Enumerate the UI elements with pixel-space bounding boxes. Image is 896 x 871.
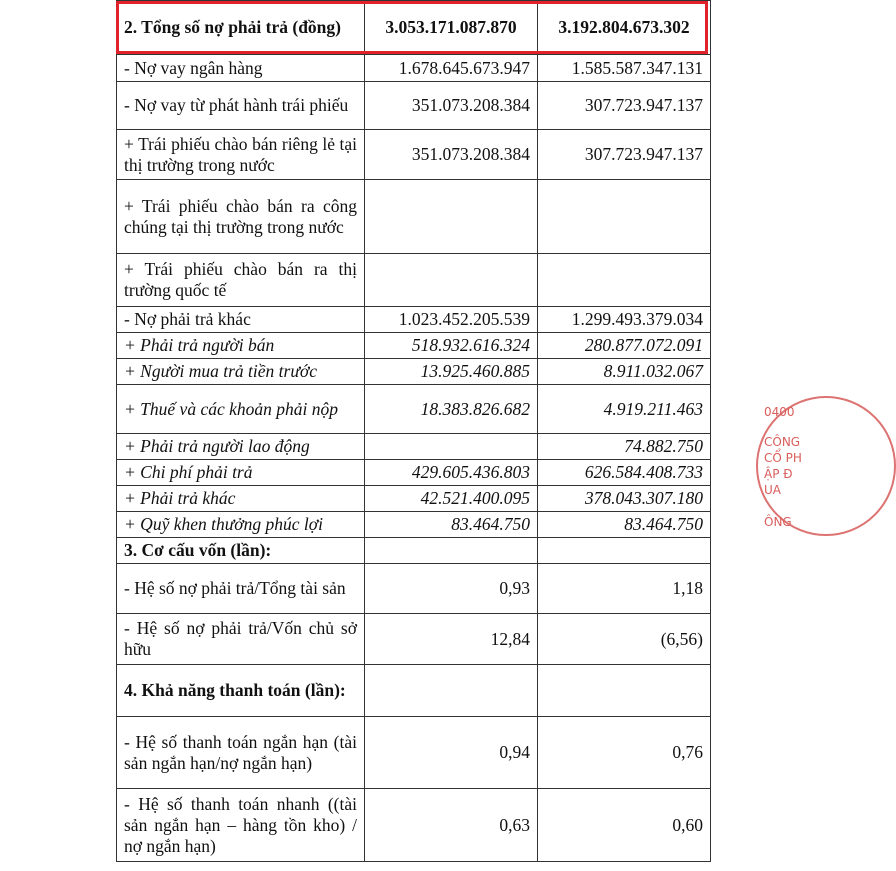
- table-row: [117, 130, 711, 180]
- table-row-total-liabilities: [117, 1, 711, 55]
- value-prior: 12,84: [365, 614, 538, 665]
- table-row: [117, 789, 711, 862]
- value-current: 74.882.750: [538, 434, 711, 460]
- value-prior: 42.521.400.095: [365, 486, 538, 512]
- section-title: 4. Khả năng thanh toán (lần):: [117, 665, 365, 717]
- value-prior: [365, 665, 538, 717]
- value-current: 1,18: [538, 564, 711, 614]
- value-current: (6,56): [538, 614, 711, 665]
- table-row-section-header: [117, 665, 711, 717]
- row-label: + Phải trả người bán: [117, 333, 365, 359]
- value-current: [538, 665, 711, 717]
- row-label: + Trái phiếu chào bán ra công chúng tại thị trường trong nước: [117, 180, 365, 254]
- table-row: [117, 512, 711, 538]
- value-current: 626.584.408.733: [538, 460, 711, 486]
- table-row: [117, 434, 711, 460]
- section-title: 3. Cơ cấu vốn (lần):: [117, 538, 365, 564]
- table-row: [117, 55, 711, 82]
- row-label: + Chi phí phải trả: [117, 460, 365, 486]
- company-stamp: [752, 392, 832, 552]
- row-label: + Trái phiếu chào bán riêng lẻ tại thị trường trong nước: [117, 130, 365, 180]
- table-row: [117, 180, 711, 254]
- table-row: [117, 359, 711, 385]
- value-current: [538, 254, 711, 307]
- row-label: + Trái phiếu chào bán ra thị trường quốc tế: [117, 254, 365, 307]
- value-current: 307.723.947.137: [538, 130, 711, 180]
- row-label: + Quỹ khen thưởng phúc lợi: [117, 512, 365, 538]
- value-prior: 351.073.208.384: [365, 130, 538, 180]
- value-current: [538, 538, 711, 564]
- value-current: 3.192.804.673.302: [538, 1, 711, 55]
- value-current: 4.919.211.463: [538, 385, 711, 434]
- stamp-text: CÔNG: [764, 435, 801, 449]
- value-prior: 18.383.826.682: [365, 385, 538, 434]
- value-current: 280.877.072.091: [538, 333, 711, 359]
- value-prior: 0,93: [365, 564, 538, 614]
- value-prior: [365, 434, 538, 460]
- table-row: [117, 333, 711, 359]
- value-prior: 0,63: [365, 789, 538, 862]
- table-row: [117, 254, 711, 307]
- row-label: + Phải trả người lao động: [117, 434, 365, 460]
- value-prior: [365, 180, 538, 254]
- row-label: - Nợ vay từ phát hành trái phiếu: [117, 82, 365, 130]
- value-prior: 0,94: [365, 717, 538, 789]
- value-current: [538, 180, 711, 254]
- row-label: - Hệ số thanh toán ngắn hạn (tài sản ngắn hạn/nợ ngắn hạn): [117, 717, 365, 789]
- value-prior: 429.605.436.803: [365, 460, 538, 486]
- value-prior: 1.678.645.673.947: [365, 55, 538, 82]
- row-label: - Nợ vay ngân hàng: [117, 55, 365, 82]
- financial-indicators-table: [116, 0, 711, 862]
- row-label: + Phải trả khác: [117, 486, 365, 512]
- row-label: + Thuế và các khoản phải nộp: [117, 385, 365, 434]
- stamp-text: ẬP Đ: [764, 467, 793, 481]
- row-label: + Người mua trả tiền trước: [117, 359, 365, 385]
- table-row: [117, 385, 711, 434]
- value-current: 307.723.947.137: [538, 82, 711, 130]
- row-label: - Hệ số thanh toán nhanh ((tài sản ngắn hạn – hàng tồn kho) / nợ ngắn hạn): [117, 789, 365, 862]
- table-row: [117, 486, 711, 512]
- value-prior: 13.925.460.885: [365, 359, 538, 385]
- value-prior: [365, 254, 538, 307]
- row-label: - Hệ số nợ phải trả/Vốn chủ sở hữu: [117, 614, 365, 665]
- stamp-text: CỔ PH: [764, 451, 802, 465]
- value-prior: 518.932.616.324: [365, 333, 538, 359]
- value-prior: [365, 538, 538, 564]
- row-label: 2. Tổng số nợ phải trả (đồng): [117, 1, 365, 55]
- row-label: - Nợ phải trả khác: [117, 307, 365, 333]
- table-row: [117, 82, 711, 130]
- value-current: 0,76: [538, 717, 711, 789]
- table-row: [117, 460, 711, 486]
- row-label: - Hệ số nợ phải trả/Tổng tài sản: [117, 564, 365, 614]
- table-row: [117, 564, 711, 614]
- value-prior: 83.464.750: [365, 512, 538, 538]
- table-row: [117, 717, 711, 789]
- value-prior: 351.073.208.384: [365, 82, 538, 130]
- table-row-section-header: [117, 538, 711, 564]
- stamp-text: ÔNG: [764, 515, 792, 529]
- stamp-text: 0400: [764, 405, 795, 419]
- table-row: [117, 614, 711, 665]
- stamp-text: UA: [764, 483, 781, 497]
- value-current: 1.299.493.379.034: [538, 307, 711, 333]
- value-current: 0,60: [538, 789, 711, 862]
- value-current: 8.911.032.067: [538, 359, 711, 385]
- value-current: 1.585.587.347.131: [538, 55, 711, 82]
- table-row: [117, 307, 711, 333]
- value-prior: 3.053.171.087.870: [365, 1, 538, 55]
- value-prior: 1.023.452.205.539: [365, 307, 538, 333]
- value-current: 83.464.750: [538, 512, 711, 538]
- value-current: 378.043.307.180: [538, 486, 711, 512]
